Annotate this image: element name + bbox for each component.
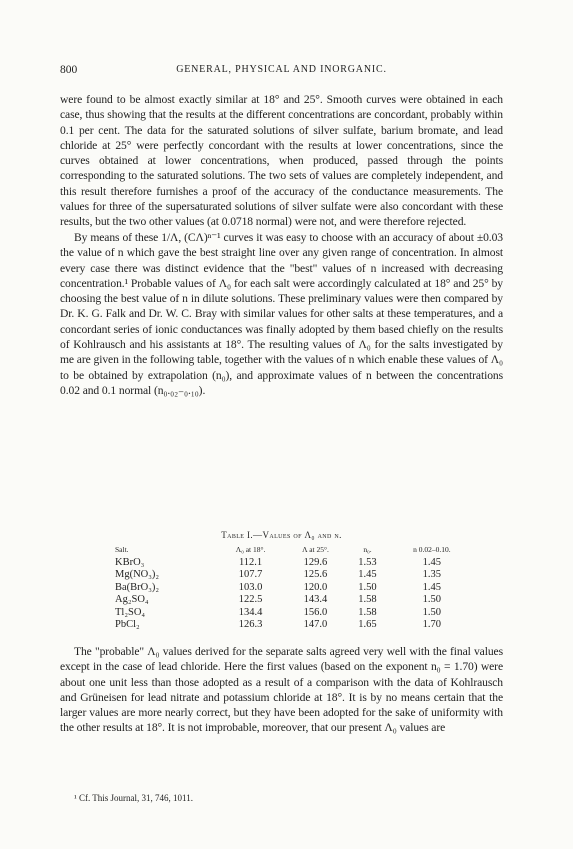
table-row	[115, 594, 475, 606]
header-salt: Salt.	[115, 545, 129, 554]
paragraph-1	[60, 92, 503, 230]
cell-n0: 1.53	[358, 557, 377, 568]
table-row	[115, 619, 475, 631]
header-lambda-25: Λ at 25°.	[302, 545, 329, 554]
cell-lambda-18: 112.1	[238, 557, 263, 568]
cell-n-range: 1.45	[422, 581, 441, 593]
footnote: ¹ Cf. This Journal, 31, 746, 1011.	[74, 793, 193, 803]
paragraph-3	[60, 644, 503, 736]
table-row	[115, 569, 475, 581]
cell-salt: Ag₂SO₄	[115, 594, 149, 606]
cell-lambda-25: 147.0	[303, 619, 328, 631]
cell-salt: Ba(BrO₃)₂	[115, 581, 160, 593]
cell-n0: 1.45	[358, 569, 377, 581]
cell-n-range: 1.45	[422, 557, 441, 568]
table-title: Table I.—Values of Λ₀ and n.	[221, 530, 342, 540]
cell-n-range: 1.70	[422, 619, 441, 631]
cell-n0: 1.58	[358, 606, 377, 618]
page-number: 800	[60, 64, 78, 76]
running-head: GENERAL, PHYSICAL AND INORGANIC.	[176, 64, 387, 75]
table-row	[115, 557, 475, 569]
cell-salt: PbCl₂	[115, 619, 140, 631]
cell-n0: 1.50	[358, 581, 377, 593]
cell-n0: 1.65	[358, 619, 377, 631]
page-header	[60, 64, 503, 80]
cell-lambda-18: 103.0	[238, 581, 263, 593]
cell-lambda-25: 156.0	[303, 606, 328, 618]
paragraph-3-text: The "probable" Λ₀ values derived for the separate salts agreed very well with the final values except in the case of lead chloride. Here the first values (based on the exponent n₀ = 1.70) were about one unit less than those adopted as a result of a comparison with the data of Kohlrausch and Grüneisen for lead nitrate and potassium chloride at 18°. It is by no means certain that the larger values are more nearly correct, but they have been adopted for the sake of uniformity with the other results at 18°. It is not improbable, moreover, that our present Λ₀ values are	[60, 645, 503, 735]
cell-lambda-25: 125.6	[303, 569, 328, 581]
table-header-row	[115, 545, 475, 557]
cell-lambda-18: 107.7	[238, 569, 263, 581]
cell-lambda-25: 120.0	[303, 581, 328, 593]
cell-salt: KBrO₃	[115, 557, 145, 568]
cell-n-range: 1.50	[422, 594, 441, 606]
values-table	[115, 545, 475, 631]
table-row	[115, 607, 475, 619]
header-n-range: n 0.02–0.10.	[413, 545, 451, 554]
paragraph-2-text: By means of these 1/Λ, (CΛ)ⁿ⁻¹ curves it was easy to choose with an accuracy of about ±0.03 the value of n which gave the best straight line over any given range of concentration. In almost every case there was distinct evidence that the "best" values of n increased with decreasing concentration.¹ Probable values of Λ₀ for each salt were accordingly calculated at 18° and 25° by choosing the best value of n in dilute solutions. These preliminary values were then compared by Dr. K. G. Falk and Dr. W. C. Bray with similar values for other salts at these temperatures, and a concordant series of ionic conductances was finally adopted by them based chiefly on the results of Kohlrausch and his assistants at 18°. The resulting values of Λ₀ for the salts investigated by me are given in the following table, together with the values of n which enable these values of Λ₀ to be obtained by extrapolation (n₀), and approximate values of n between the concentrations 0.02 and 0.1 normal (n₀.₀₂₋₀.₁₀).	[60, 231, 503, 397]
cell-lambda-25: 143.4	[303, 594, 328, 606]
cell-lambda-18: 126.3	[238, 619, 263, 631]
cell-n-range: 1.35	[422, 569, 441, 581]
table-row	[115, 582, 475, 594]
header-lambda-18: Λ₀ at 18°.	[235, 545, 266, 554]
cell-n0: 1.58	[358, 594, 377, 606]
header-n0: n₀.	[363, 545, 372, 554]
cell-salt: Mg(NO₃)₂	[115, 569, 160, 581]
paragraph-1-text: were found to be almost exactly similar at 18° and 25°. Smooth curves were obtained in each case, thus showing that the results at the different concentrations are concordant, probably within 0.1 per cent. The data for the saturated solutions of silver sulfate, barium bromate, and lead chloride at 25° were perfectly concordant with the results at lower concentrations, since the curves obtained at lower concentrations, when produced, passed through the points corresponding to the saturated solutions. The two sets of values are completely independent, and this result therefore furnishes a proof of the accuracy of the conductance measurements. The values for three of the supersaturated solutions of silver sulfate were also concordant with these results, but the two other values (at 0.0718 normal) were not, and were therefore rejected.	[60, 93, 503, 229]
cell-lambda-18: 134.4	[238, 606, 263, 618]
cell-salt: Tl₂SO₄	[115, 606, 146, 618]
cell-lambda-25: 129.6	[303, 557, 328, 568]
cell-n-range: 1.50	[422, 606, 441, 618]
cell-lambda-18: 122.5	[238, 594, 263, 606]
paragraph-2	[60, 230, 503, 398]
